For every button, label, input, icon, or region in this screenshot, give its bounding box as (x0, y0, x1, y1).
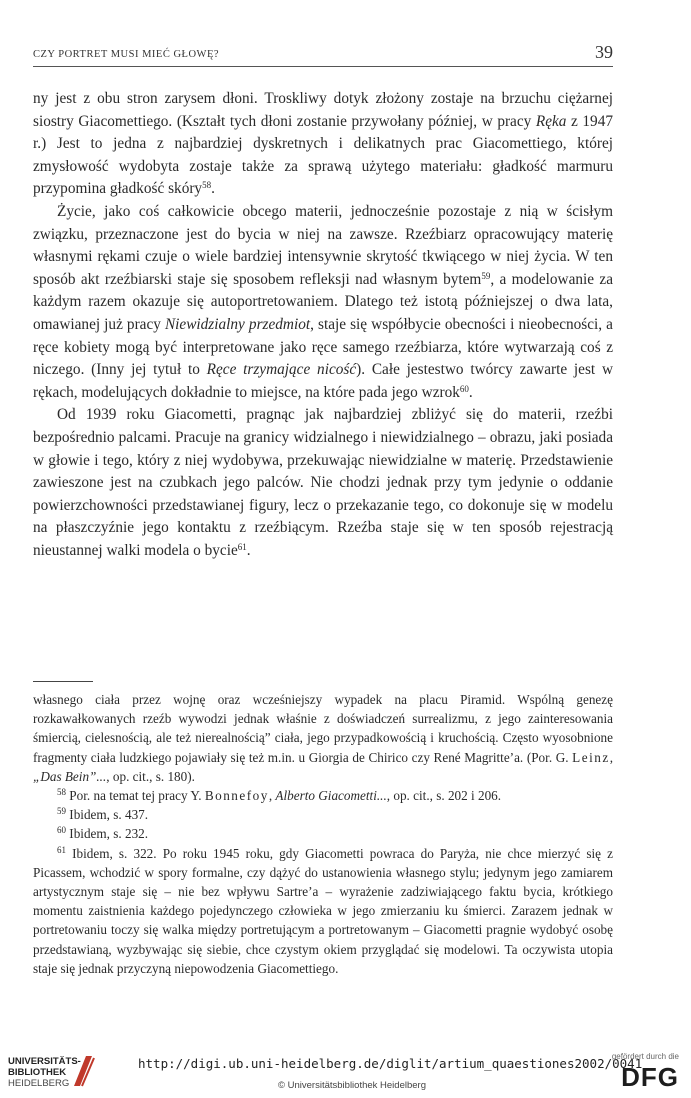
paragraph-2: Życie, jako coś całkowicie obcego materii, jednocześnie pozostaje z nią w ścisłym związku, przeznaczone jest do bycia w niej na zawsze. Rzeźbiarz opracowujący materię własnymi rękami czuje o wiele bardziej intensywnie skrytość tkwiącego w niej życia. W ten sposób akt rzeźbiarski staje się sposobem refleksji nad własnym bytem$^{59}$, a modelowanie za każdym razem okazuje się autoportretowaniem. Dlatego też istotą późniejszej o dwa lata, omawianej już pracy Niewidzialny przedmiot, staje się współbycie obecności i nieobecności, a ręce kobiety mogą być interpretowane jako ręce samego rzeźbiarza, które wytwarzają coś z niczego. (Inny jej tytuł to Ręce trzymające nicość). Całe jestestwo twórcy zawarte jest w rękach, modelujących dokładnie to miejsce, na które pada jego wzrok$^{60}$. (33, 202, 613, 401)
footnote-59: $^{59}$ Ibidem, s. 437. (57, 806, 149, 823)
dfg-logo[interactable]: DFG (621, 1062, 679, 1092)
footnote-ref-59[interactable]: 59 (481, 270, 491, 281)
footnote-60: $^{60}$ Ibidem, s. 232. (57, 825, 149, 842)
footnotes (33, 690, 613, 978)
footnote-ref-60[interactable]: 60 (459, 383, 469, 394)
footnote-continuation: własnego ciała przez wojnę oraz wcześniejszy wypadek na placu Piramid. Wspólną genezę rozkawałkowanych rzeźb wywodzi jednak właśnie z doświadczeń surrealizmu, z jego zainteresowania śmiercią, cielesnością, ale też nierealnością” ciała, jego przypadkowością i kruchością. Często wyosobnione fragmenty ciała ludzkiego pojawiały się też m.in. u Giorgia de Chirico czy René Magritte’a. (Por. G. Leinz, „Das Bein”..., op. cit., s. 180). (33, 692, 613, 784)
funding-label: gefördert durch die (611, 1052, 679, 1061)
permalink-url[interactable]: http://digi.ub.uni-heidelberg.de/diglit/artium_quaestiones2002/0041 (138, 1056, 643, 1071)
body-text (33, 88, 613, 562)
page-number: 39 (595, 42, 613, 62)
paragraph-3: Od 1939 roku Giacometti, pragnąc jak najbardziej zbliżyć się do materii, rzeźbi bezpośrednio palcami. Pracuje na granicy widzialnego i niewidzialnego – obrazu, jaki posiada w głowie i tego, który z niej wydobywa, przekuwając niewidzialne w materię. Przedstawienie zawieszone jest na czubkach jego palców. Nie chodzi jednak przy tym jedynie o oddanie powierzchowności przedstawianej figury, lecz o przekazanie tego, co dokonuje się w modelu na płaszczyźnie jego kontaktu z rzeźbiącym. Rzeźba staje się w ten sposób rejestracją nieustannej walki modela o bycie$^{61}$. (33, 406, 613, 559)
library-emblem-icon (72, 1052, 96, 1088)
footnote-58: $^{58}$ Por. na temat tej pracy Y. Bonnefoy, Alberto Giacometti..., op. cit., s. 202 i 206. (57, 787, 502, 804)
university-library-logo[interactable]: UNIVERSITÄTS- BIBLIOTHEK HEIDELBERG (8, 1056, 81, 1089)
running-title: CZY PORTRET MUSI MIEĆ GŁOWĘ? (33, 49, 220, 60)
footnote-ref-58[interactable]: 58 (202, 180, 212, 191)
footnote-ref-61[interactable]: 61 (237, 541, 247, 552)
paragraph-1: ny jest z obu stron zarysem dłoni. Troskliwy dotyk złożony zostaje na brzuchu ciężarnej siostry Giacomettiego. (Kształt tych dłoni zostanie przywołany później, w pracy Ręka z 1947 r.) Jest to jedna z najbardziej dyskretnych i delikatnych prac Giacomettiego, której zmysłowość wydobyta zostaje także za sprawą użytego materiału: gładkość marmuru przypomina gładkość skóry$^{58}$. (33, 90, 613, 198)
footnote-separator (33, 681, 93, 682)
digitization-footer (0, 1040, 691, 1098)
running-header (33, 42, 613, 67)
footnote-61: $^{61}$ Ibidem, s. 322. Po roku 1945 roku, gdy Giacometti powraca do Paryża, nie chce mierzyć się z Picassem, wchodzić w spory formalne, czy dążyć do ustanowienia własnego stylu; jedynym jego zamiarem artystycznym staje się – nie bez wpływu Sartre’a – wyrażenie zadziwiającego faktu bycia, krótkiego momentu zaistnienia każdego pojedynczego człowieka w jego zmierzaniu ku śmierci. Zarazem jednak w portretowaniu toczy się walka między portretującym a portretowanym – Giacometti pragnie wydobyć osobę przedstawianą, wyzbywając się siebie, chce czystym okiem przyglądać się modelowi. Ta oczywista utopia staje się jednak przyczyną niepowodzenia Giacomettiego. (33, 844, 613, 976)
copyright-notice: © Universitätsbibliothek Heidelberg (278, 1080, 426, 1091)
